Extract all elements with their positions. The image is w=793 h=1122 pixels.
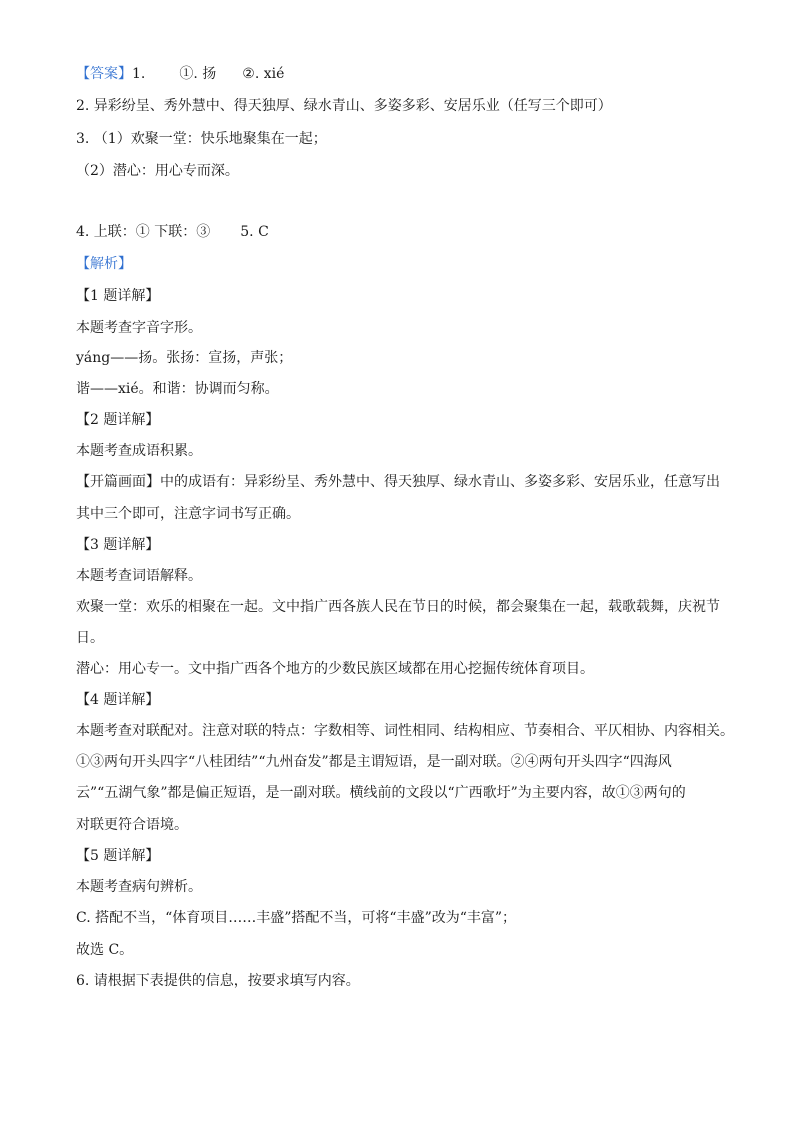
analysis-label: 【解析】 (76, 256, 132, 272)
q1-number: 1. (132, 66, 146, 82)
detail-2-title: 【2 题详解】 (76, 412, 160, 428)
detail-3-line-2: 欢聚一堂：欢乐的相聚在一起。文中指广西各族人民在节日的时候，都会聚集在一起，载歌载舞，庆祝节 (76, 599, 720, 615)
detail-3-line-3: 日。 (76, 630, 104, 646)
detail-4-title: 【4 题详解】 (76, 692, 160, 708)
q1-answer-b: ②. xié (242, 66, 285, 82)
q3-answer-1: 3. （1）欢聚一堂：快乐地聚集在一起； (76, 131, 327, 147)
detail-5-title: 【5 题详解】 (76, 848, 160, 864)
detail-4-line-2: ①③两句开头四字“八桂团结”“九州奋发”都是主谓短语，是一副对联。②④两句开头四字“四海风 (76, 754, 672, 770)
detail-3-line-4: 潜心：用心专一。文中指广西各个地方的少数民族区域都在用心挖掘传统体育项目。 (76, 661, 594, 677)
detail-2-line-2: 【开篇画面】中的成语有：异彩纷呈、秀外慧中、得天独厚、绿水青山、多姿多彩、安居乐业，任意写出 (76, 474, 720, 490)
answer-line (76, 64, 284, 84)
q1-answer-a: ①. 扬 (179, 66, 217, 82)
detail-1-line-2: yáng——扬。张扬：宣扬，声张； (76, 350, 293, 366)
detail-2-line-1: 本题考查成语积累。 (76, 443, 202, 459)
q5-answer: 5. C (240, 224, 269, 240)
detail-4-line-4: 对联更符合语境。 (76, 817, 188, 833)
detail-2-line-3: 其中三个即可，注意字词书写正确。 (76, 506, 300, 522)
detail-5-line-1: 本题考查病句辨析。 (76, 879, 202, 895)
q2-answer: 2. 异彩纷呈、秀外慧中、得天独厚、绿水青山、多姿多彩、安居乐业（任写三个即可） (76, 98, 612, 114)
detail-1-line-1: 本题考查字音字形。 (76, 320, 202, 336)
answer-label: 【答案】 (76, 66, 132, 82)
detail-4-line-1: 本题考查对联配对。注意对联的特点：字数相等、词性相同、结构相应、节奏相合、平仄相协、内容相关。 (76, 723, 734, 739)
detail-3-line-1: 本题考查词语解释。 (76, 568, 202, 584)
q3-answer-2: （2）潜心：用心专而深。 (76, 163, 239, 179)
detail-4-line-3: 云”“五湖气象”都是偏正短语，是一副对联。横线前的文段以“广西歌圩”为主要内容，故①③两句的 (76, 785, 686, 801)
q4-q5-answer-line (76, 222, 269, 242)
detail-5-line-2: C. 搭配不当，“体育项目……丰盛”搭配不当，可将“丰盛”改为“丰富”； (76, 910, 517, 926)
detail-1-line-3: 谐——xié。和谐：协调而匀称。 (76, 381, 279, 397)
q4-answer: 4. 上联：① 下联：③ (76, 224, 211, 240)
question-6: 6. 请根据下表提供的信息，按要求填写内容。 (76, 973, 360, 989)
detail-1-title: 【1 题详解】 (76, 288, 160, 304)
detail-5-line-3: 故选 C。 (76, 942, 134, 958)
detail-3-title: 【3 题详解】 (76, 537, 160, 553)
